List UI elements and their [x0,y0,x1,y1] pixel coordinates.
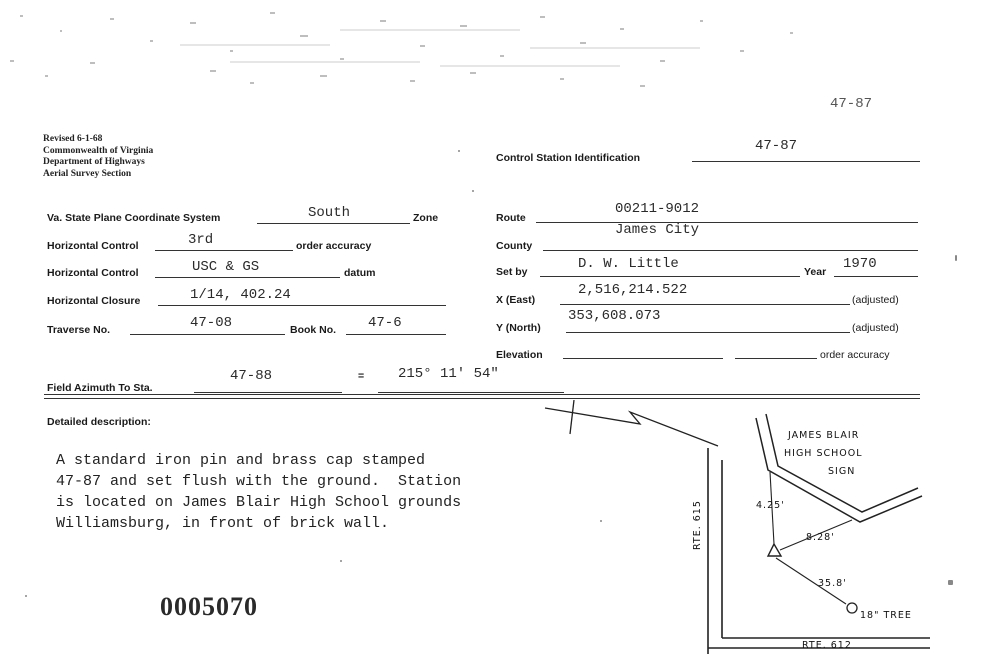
year-label: Year [804,266,827,278]
sketch-tree-label: 18" TREE [860,610,912,621]
department-label: Department of Highways [43,157,145,167]
location-sketch [530,400,960,654]
sketch-road-vertical: RTE. 615 [692,500,703,550]
horiz-control-value: 3rd [188,232,214,248]
set-by-label: Set by [496,266,528,278]
commonwealth-label: Commonwealth of Virginia [43,145,154,156]
y-adjusted-label: (adjusted) [852,322,899,334]
sketch-road-horizontal: RTE. 612 [802,640,852,651]
azimuth-label: Field Azimuth To Sta. [47,382,153,394]
sketch-dist-2: 8.28' [806,532,835,543]
agency-header [43,134,153,180]
sketch-dist-3: 35.8' [818,578,847,589]
closure-value: 1/14, 402.24 [190,287,291,303]
traverse-value: 47-08 [190,315,233,331]
coord-system-rule [257,223,410,224]
horiz-control2-rule [155,277,340,278]
year-value: 1970 [843,256,877,272]
horiz-control-rule [155,250,293,251]
north-arrow-icon [545,400,718,446]
horiz-control2-value: USC & GS [192,259,260,275]
datum-label: datum [344,267,376,279]
route-rule [536,222,918,223]
section-divider [44,394,920,399]
book-rule [346,334,446,335]
section-label: Aerial Survey Section [43,168,132,179]
traverse-label: Traverse No. [47,324,111,336]
sketch-sign-line1: JAMES BLAIR [788,430,860,441]
azimuth-value-rule [378,392,564,393]
station-id-rule [692,161,920,162]
sketch-sign-line2: HIGH SCHOOL [784,448,863,459]
y-north-value: 353,608.073 [568,308,661,324]
tree-icon [847,603,857,613]
station-triangle-icon [768,544,781,556]
x-adjusted-label: (adjusted) [852,294,899,306]
sketch-sign-line3: SIGN [828,466,856,477]
top-corner-number: 47-87 [830,96,873,112]
traverse-rule [130,334,285,335]
road-lines [708,448,930,654]
description-label: Detailed description: [47,416,151,428]
azimuth-equals: = [358,370,365,382]
county-value: James City [615,222,700,238]
file-number: 0005070 [160,592,258,621]
azimuth-station-value: 47-88 [230,368,273,384]
station-id-label: Control Station Identification [496,152,641,164]
y-north-label: Y (North) [496,322,541,334]
coord-system-label: Va. State Plane Coordinate System [47,212,221,224]
zone-label: Zone [413,212,439,224]
x-east-value: 2,516,214.522 [578,282,688,298]
speck [955,255,957,261]
horiz-control2-label: Horizontal Control [47,267,139,279]
elevation-accuracy-rule [735,358,817,359]
photocopy-noise [0,0,999,110]
x-east-rule [560,304,850,305]
sketch-dist-1: 4.25' [756,500,785,511]
closure-rule [158,305,446,306]
closure-label: Horizontal Closure [47,295,141,307]
x-east-label: X (East) [496,294,536,306]
set-by-value: D. W. Little [578,256,679,272]
horiz-control-label: Horizontal Control [47,240,139,252]
azimuth-station-rule [194,392,342,393]
revised-date: Revised 6-1-68 [43,134,103,144]
year-rule [834,276,918,277]
speck [472,190,474,192]
speck [948,580,953,585]
order-accuracy-label: order accuracy [296,240,372,252]
speck [458,150,460,152]
set-by-rule [540,276,800,277]
elevation-rule [563,358,723,359]
route-label: Route [496,212,526,224]
y-north-rule [566,332,850,333]
elevation-label: Elevation [496,349,543,361]
speck [25,595,27,597]
azimuth-value: 215° 11' 54" [398,366,499,382]
county-rule [543,250,918,251]
county-label: County [496,240,533,252]
station-id-value: 47-87 [755,138,798,154]
route-value: 00211-9012 [615,201,700,217]
book-label: Book No. [290,324,337,336]
book-value: 47-6 [368,315,402,331]
coord-system-value: South [308,205,351,221]
description-text: A standard iron pin and brass cap stamped 47-87 and set flush with the ground. Station is located on James Blair High School grounds Williamsburg, in front of brick wall. [56,452,462,532]
elevation-accuracy-label: order accuracy [820,349,890,361]
speck [340,560,342,562]
speck [600,520,602,522]
